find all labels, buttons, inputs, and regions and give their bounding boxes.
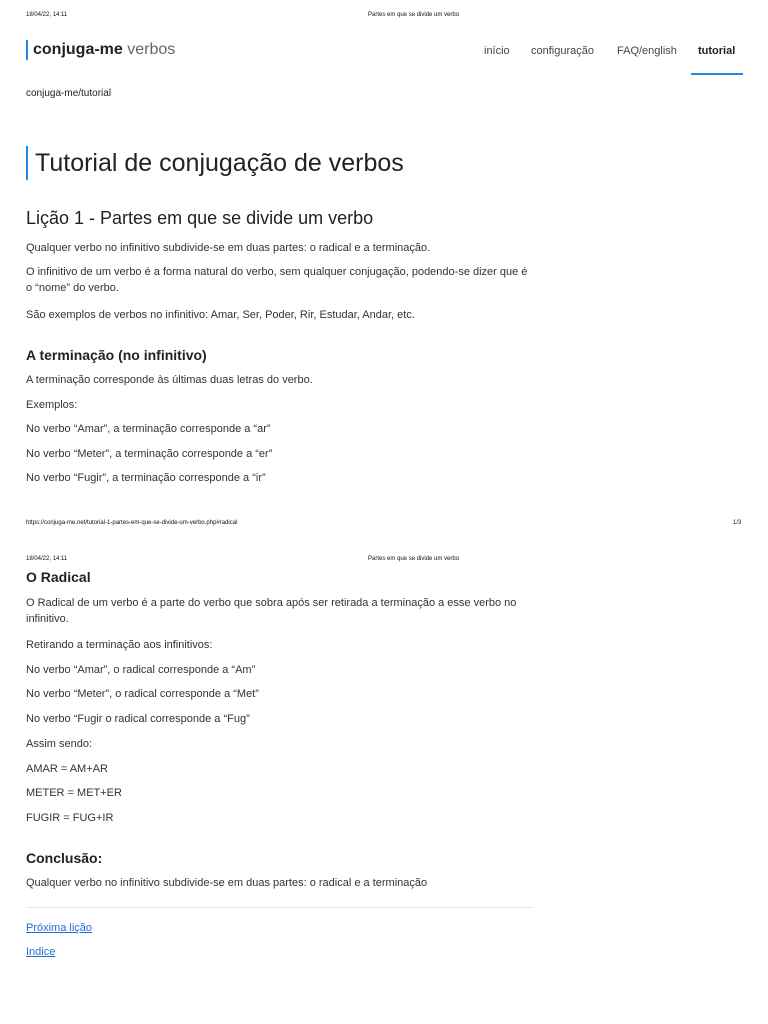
radical-line: No verbo “Meter”, o radical corresponde a “Met” — [26, 688, 259, 700]
radical-line: No verbo “Amar”, o radical corresponde a “Am” — [26, 664, 256, 676]
index-link[interactable]: Indice — [26, 946, 56, 958]
radical-line: No verbo “Fugir o radical corresponde a “Fug” — [26, 713, 250, 725]
nav-tutorial[interactable]: tutorial — [698, 45, 736, 57]
print-url: https://conjuga-me.net/tutorial-1-partes-em-que-se-divide-um-verbo.php#radical — [26, 520, 238, 526]
intro-paragraph: São exemplos de verbos no infinitivo: Amar, Ser, Poder, Rir, Estudar, Andar, etc. — [26, 309, 415, 321]
site-logo[interactable] — [26, 40, 175, 60]
termination-line: No verbo “Amar”, a terminação corresponde a “ar” — [26, 423, 271, 435]
lesson-title: Lição 1 - Partes em que se divide um verbo — [26, 208, 374, 228]
print-datetime: 18/04/22, 14:11 — [26, 556, 68, 562]
radical-line: Assim sendo: — [26, 738, 93, 750]
conclusion-heading: Conclusão: — [26, 850, 103, 866]
nav-inicio[interactable]: início — [484, 45, 510, 57]
logo-light-text: verbos — [127, 41, 176, 58]
print-doc-title: Partes em que se divide um verbo — [368, 12, 460, 18]
termination-line: Exemplos: — [26, 399, 78, 411]
radical-line: METER = MET+ER — [26, 787, 122, 799]
termination-line: No verbo “Meter”, a terminação corresponde a “er” — [26, 448, 273, 460]
nav-configuracao[interactable]: configuração — [531, 45, 594, 57]
radical-line: O Radical de um verbo é a parte do verbo que sobra após ser retirada a terminação a esse verbo no infinitivo. — [26, 597, 517, 625]
nav-faq-english[interactable]: FAQ/english — [617, 45, 677, 57]
content-divider — [26, 907, 534, 908]
print-page-number: 1/3 — [733, 520, 742, 526]
termination-line: No verbo “Fugir”, a terminação corresponde a “ir” — [26, 472, 266, 484]
radical-line: FUGIR = FUG+IR — [26, 812, 114, 824]
radical-line: AMAR = AM+AR — [26, 763, 108, 775]
page-title: Tutorial de conjugação de verbos — [26, 146, 404, 180]
intro-paragraph: O infinitivo de um verbo é a forma natural do verbo, sem qualquer conjugação, podendo-se dizer que é o “nome” do verbo. — [26, 266, 528, 294]
breadcrumb: conjuga-me/tutorial — [26, 88, 112, 99]
print-datetime: 18/04/22, 14:11 — [26, 12, 68, 18]
intro-paragraph: Qualquer verbo no infinitivo subdivide-se em duas partes: o radical e a terminação. — [26, 242, 431, 254]
radical-heading: O Radical — [26, 569, 91, 585]
termination-line: A terminação corresponde às últimas duas letras do verbo. — [26, 374, 313, 386]
active-tab-indicator — [691, 73, 743, 75]
print-doc-title: Partes em que se divide um verbo — [368, 556, 460, 562]
logo-bold-text: conjuga-me — [33, 41, 123, 58]
conclusion-text: Qualquer verbo no infinitivo subdivide-se em duas partes: o radical e a terminação — [26, 877, 428, 889]
next-lesson-link[interactable]: Próxima lição — [26, 922, 93, 934]
termination-heading: A terminação (no infinitivo) — [26, 347, 207, 363]
radical-line: Retirando a terminação aos infinitivos: — [26, 639, 213, 651]
